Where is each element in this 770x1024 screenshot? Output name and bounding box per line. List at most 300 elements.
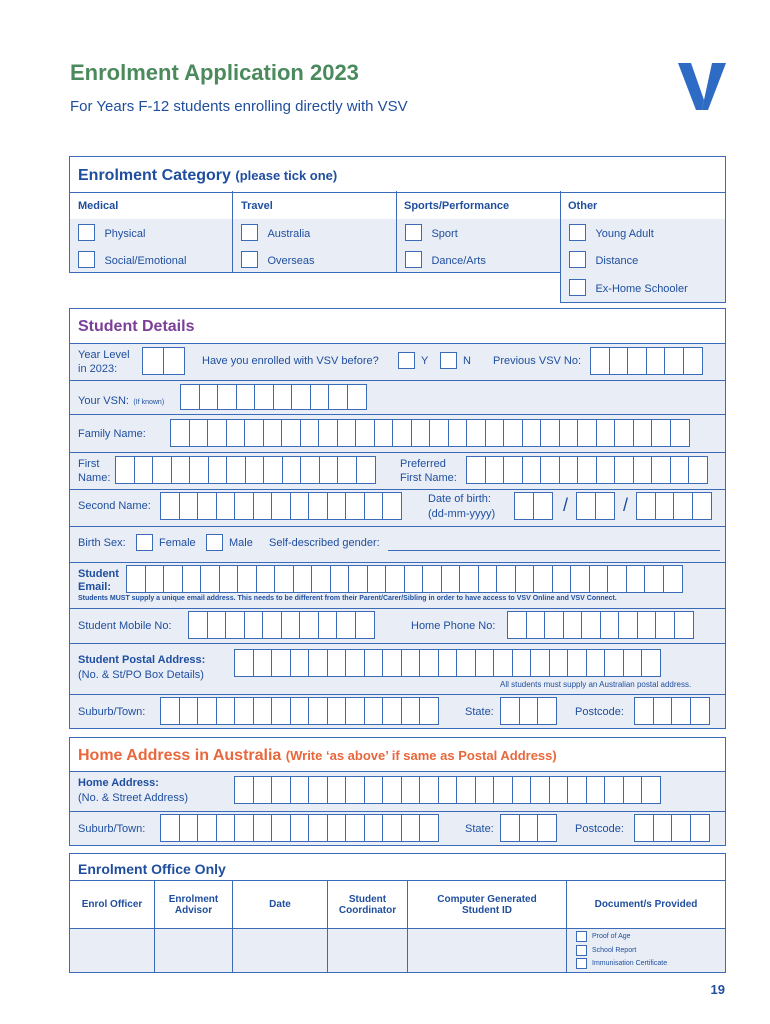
character-cell[interactable] <box>618 611 638 639</box>
character-cell[interactable] <box>493 649 513 677</box>
school-report-checkbox[interactable] <box>576 945 587 956</box>
character-cell[interactable] <box>552 565 572 593</box>
character-cell[interactable] <box>179 492 199 520</box>
character-cell[interactable] <box>651 419 671 447</box>
home-state-input[interactable] <box>500 814 556 842</box>
character-cell[interactable] <box>623 776 643 804</box>
first-name-input[interactable] <box>115 456 374 484</box>
character-cell[interactable] <box>404 565 424 593</box>
character-cell[interactable] <box>337 419 357 447</box>
character-cell[interactable] <box>634 814 654 842</box>
character-cell[interactable] <box>692 492 712 520</box>
character-cell[interactable] <box>530 776 550 804</box>
second-name-label: Second Name: <box>78 500 151 512</box>
character-cell[interactable] <box>595 492 615 520</box>
character-cell[interactable] <box>540 456 560 484</box>
character-cell[interactable] <box>293 565 313 593</box>
character-cell[interactable] <box>207 611 227 639</box>
character-cell[interactable] <box>336 611 356 639</box>
character-cell[interactable] <box>310 384 330 410</box>
enrolled-no-checkbox[interactable] <box>440 352 457 369</box>
dob-year-input[interactable] <box>636 492 710 520</box>
character-cell[interactable] <box>586 649 606 677</box>
character-cell[interactable] <box>382 776 402 804</box>
character-cell[interactable] <box>392 419 412 447</box>
home-address-heading: Home Address in Australia (Write ‘as above’ if same as Postal Address) <box>78 747 557 764</box>
character-cell[interactable] <box>526 611 546 639</box>
character-cell[interactable] <box>438 776 458 804</box>
distance-checkbox[interactable] <box>569 251 586 268</box>
character-cell[interactable] <box>670 419 690 447</box>
character-cell[interactable] <box>364 776 384 804</box>
character-cell[interactable] <box>170 419 190 447</box>
postal-note: All students must supply an Australian postal address. <box>500 680 692 689</box>
character-cell[interactable] <box>345 697 365 725</box>
character-cell[interactable] <box>281 611 301 639</box>
character-cell[interactable] <box>674 611 694 639</box>
character-cell[interactable] <box>456 776 476 804</box>
character-cell[interactable] <box>633 456 653 484</box>
character-cell[interactable] <box>273 384 293 410</box>
character-cell[interactable] <box>559 456 579 484</box>
character-cell[interactable] <box>448 419 468 447</box>
character-cell[interactable] <box>299 611 319 639</box>
student-email-input[interactable] <box>126 565 681 593</box>
character-cell[interactable] <box>271 649 291 677</box>
character-cell[interactable] <box>466 419 486 447</box>
character-cell[interactable] <box>256 565 276 593</box>
character-cell[interactable] <box>382 697 402 725</box>
character-cell[interactable] <box>514 492 534 520</box>
character-cell[interactable] <box>364 814 384 842</box>
vsv-logo <box>676 60 728 112</box>
character-cell[interactable] <box>540 419 560 447</box>
home-phone-input[interactable] <box>507 611 692 639</box>
character-cell[interactable] <box>345 814 365 842</box>
character-cell[interactable] <box>496 565 516 593</box>
category-medical: Medical <box>78 200 119 212</box>
suburb-input[interactable] <box>160 697 438 725</box>
character-cell[interactable] <box>345 492 365 520</box>
immunisation-label: Immunisation Certificate <box>592 960 668 967</box>
character-cell[interactable] <box>655 611 675 639</box>
character-cell[interactable] <box>401 649 421 677</box>
young-adult-checkbox[interactable] <box>569 224 586 241</box>
character-cell[interactable] <box>327 814 347 842</box>
character-cell[interactable] <box>475 649 495 677</box>
character-cell[interactable] <box>589 565 609 593</box>
character-cell[interactable] <box>522 456 542 484</box>
character-cell[interactable] <box>641 649 661 677</box>
character-cell[interactable] <box>644 565 664 593</box>
character-cell[interactable] <box>328 384 348 410</box>
character-cell[interactable] <box>188 611 208 639</box>
character-cell[interactable] <box>189 419 209 447</box>
character-cell[interactable] <box>690 814 710 842</box>
character-cell[interactable] <box>300 456 320 484</box>
character-cell[interactable] <box>345 776 365 804</box>
character-cell[interactable] <box>567 649 587 677</box>
character-cell[interactable] <box>385 565 405 593</box>
character-cell[interactable] <box>519 697 539 725</box>
character-cell[interactable] <box>401 776 421 804</box>
character-cell[interactable] <box>456 649 476 677</box>
character-cell[interactable] <box>300 419 320 447</box>
character-cell[interactable] <box>683 347 703 375</box>
character-cell[interactable] <box>308 649 328 677</box>
character-cell[interactable] <box>429 419 449 447</box>
character-cell[interactable] <box>512 776 532 804</box>
character-cell[interactable] <box>500 697 520 725</box>
character-cell[interactable] <box>290 649 310 677</box>
character-cell[interactable] <box>171 456 191 484</box>
character-cell[interactable] <box>216 492 236 520</box>
character-cell[interactable] <box>590 347 610 375</box>
vsn-input[interactable] <box>180 384 365 410</box>
character-cell[interactable] <box>411 419 431 447</box>
character-cell[interactable] <box>180 384 200 410</box>
character-cell[interactable] <box>364 697 384 725</box>
character-cell[interactable] <box>234 697 254 725</box>
character-cell[interactable] <box>160 814 180 842</box>
vsn-label: Your VSN: (If known) <box>78 395 165 407</box>
character-cell[interactable] <box>664 347 684 375</box>
young-adult-label: Young Adult <box>595 228 654 240</box>
character-cell[interactable] <box>263 456 283 484</box>
physical-checkbox[interactable] <box>78 224 95 241</box>
character-cell[interactable] <box>355 611 375 639</box>
character-cell[interactable] <box>327 697 347 725</box>
character-cell[interactable] <box>634 697 654 725</box>
character-cell[interactable] <box>401 814 421 842</box>
character-cell[interactable] <box>537 814 557 842</box>
character-cell[interactable] <box>308 814 328 842</box>
character-cell[interactable] <box>291 384 311 410</box>
character-cell[interactable] <box>163 565 183 593</box>
character-cell[interactable] <box>219 565 239 593</box>
character-cell[interactable] <box>308 492 328 520</box>
character-cell[interactable] <box>671 697 691 725</box>
character-cell[interactable] <box>318 419 338 447</box>
character-cell[interactable] <box>274 565 294 593</box>
character-cell[interactable] <box>688 456 708 484</box>
dance-arts-label: Dance/Arts <box>431 255 486 267</box>
proof-of-age-checkbox[interactable] <box>576 931 587 942</box>
character-cell[interactable] <box>236 384 256 410</box>
character-cell[interactable] <box>549 649 569 677</box>
character-cell[interactable] <box>627 347 647 375</box>
character-cell[interactable] <box>200 565 220 593</box>
character-cell[interactable] <box>419 814 439 842</box>
character-cell[interactable] <box>478 565 498 593</box>
character-cell[interactable] <box>253 776 273 804</box>
character-cell[interactable] <box>537 697 557 725</box>
character-cell[interactable] <box>636 492 656 520</box>
character-cell[interactable] <box>485 419 505 447</box>
character-cell[interactable] <box>145 565 165 593</box>
previous-vsv-label: Previous VSV No: <box>493 355 582 367</box>
office-col-enrolment-advisor: Enrolment Advisor <box>168 893 219 916</box>
character-cell[interactable] <box>503 419 523 447</box>
character-cell[interactable] <box>290 697 310 725</box>
character-cell[interactable] <box>179 697 199 725</box>
character-cell[interactable] <box>512 649 532 677</box>
physical-label: Physical <box>104 228 146 240</box>
enrolled-yes-checkbox[interactable] <box>398 352 415 369</box>
character-cell[interactable] <box>244 611 264 639</box>
character-cell[interactable] <box>308 697 328 725</box>
character-cell[interactable] <box>581 611 601 639</box>
character-cell[interactable] <box>577 456 597 484</box>
character-cell[interactable] <box>614 419 634 447</box>
postal-address-sub: (No. & St/PO Box Details) <box>78 669 204 681</box>
character-cell[interactable] <box>500 814 520 842</box>
character-cell[interactable] <box>115 456 135 484</box>
character-cell[interactable] <box>142 347 164 375</box>
character-cell[interactable] <box>182 565 202 593</box>
previous-vsv-input[interactable] <box>590 347 701 375</box>
self-described-input[interactable] <box>388 550 720 551</box>
australia-checkbox[interactable] <box>241 224 258 241</box>
character-cell[interactable] <box>197 492 217 520</box>
character-cell[interactable] <box>570 565 590 593</box>
character-cell[interactable] <box>234 492 254 520</box>
postal-address-input[interactable] <box>234 649 660 677</box>
character-cell[interactable] <box>563 611 583 639</box>
character-cell[interactable] <box>207 419 227 447</box>
character-cell[interactable] <box>493 776 513 804</box>
character-cell[interactable] <box>653 697 673 725</box>
character-cell[interactable] <box>253 814 273 842</box>
character-cell[interactable] <box>327 776 347 804</box>
character-cell[interactable] <box>596 456 616 484</box>
character-cell[interactable] <box>253 492 273 520</box>
character-cell[interactable] <box>466 456 486 484</box>
character-cell[interactable] <box>347 384 367 410</box>
home-address-label: Home Address: <box>78 777 159 789</box>
preferred-name-input[interactable] <box>466 456 707 484</box>
postal-address-label: Student Postal Address: <box>78 654 206 666</box>
mobile-input[interactable] <box>188 611 373 639</box>
character-cell[interactable] <box>614 456 634 484</box>
postcode-input[interactable] <box>634 697 708 725</box>
overseas-checkbox[interactable] <box>241 251 258 268</box>
office-col-date: Date <box>269 899 291 910</box>
character-cell[interactable] <box>533 492 553 520</box>
preferred-name-label: Preferred First Name: <box>400 458 457 484</box>
character-cell[interactable] <box>134 456 154 484</box>
character-cell[interactable] <box>441 565 461 593</box>
character-cell[interactable] <box>623 649 643 677</box>
character-cell[interactable] <box>401 697 421 725</box>
character-cell[interactable] <box>217 384 237 410</box>
character-cell[interactable] <box>179 814 199 842</box>
character-cell[interactable] <box>522 419 542 447</box>
character-cell[interactable] <box>163 347 185 375</box>
second-name-input[interactable] <box>160 492 401 520</box>
character-cell[interactable] <box>330 565 350 593</box>
character-cell[interactable] <box>262 611 282 639</box>
character-cell[interactable] <box>197 814 217 842</box>
character-cell[interactable] <box>254 384 274 410</box>
character-cell[interactable] <box>199 384 219 410</box>
character-cell[interactable] <box>475 776 495 804</box>
character-cell[interactable] <box>641 776 661 804</box>
character-cell[interactable] <box>253 697 273 725</box>
character-cell[interactable] <box>290 492 310 520</box>
female-label: Female <box>159 537 196 549</box>
character-cell[interactable] <box>271 492 291 520</box>
character-cell[interactable] <box>567 776 587 804</box>
social-emotional-checkbox[interactable] <box>78 251 95 268</box>
character-cell[interactable] <box>651 456 671 484</box>
character-cell[interactable] <box>281 419 301 447</box>
enrolment-category-heading: Enrolment Category (please tick one) <box>78 167 338 184</box>
character-cell[interactable] <box>337 456 357 484</box>
character-cell[interactable] <box>355 419 375 447</box>
character-cell[interactable] <box>308 776 328 804</box>
character-cell[interactable] <box>327 649 347 677</box>
home-postcode-input[interactable] <box>634 814 708 842</box>
character-cell[interactable] <box>216 814 236 842</box>
character-cell[interactable] <box>485 456 505 484</box>
character-cell[interactable] <box>216 697 236 725</box>
family-name-input[interactable] <box>170 419 688 447</box>
ex-home-schooler-checkbox[interactable] <box>569 279 586 296</box>
character-cell[interactable] <box>519 814 539 842</box>
character-cell[interactable] <box>419 776 439 804</box>
page-subtitle: For Years F-12 students enrolling directly with VSV <box>70 98 408 115</box>
dob-day-input[interactable] <box>514 492 551 520</box>
character-cell[interactable] <box>234 814 254 842</box>
character-cell[interactable] <box>226 456 246 484</box>
character-cell[interactable] <box>208 456 228 484</box>
australia-label: Australia <box>267 228 311 240</box>
character-cell[interactable] <box>271 776 291 804</box>
dance-arts-checkbox[interactable] <box>405 251 422 268</box>
character-cell[interactable] <box>600 611 620 639</box>
female-checkbox[interactable] <box>136 534 153 551</box>
character-cell[interactable] <box>507 611 527 639</box>
character-cell[interactable] <box>348 565 368 593</box>
character-cell[interactable] <box>244 419 264 447</box>
character-cell[interactable] <box>459 565 479 593</box>
character-cell[interactable] <box>626 565 646 593</box>
character-cell[interactable] <box>319 456 339 484</box>
character-cell[interactable] <box>382 814 402 842</box>
character-cell[interactable] <box>282 456 302 484</box>
character-cell[interactable] <box>345 649 365 677</box>
character-cell[interactable] <box>356 456 376 484</box>
character-cell[interactable] <box>226 419 246 447</box>
home-state-label: State: <box>465 823 494 835</box>
character-cell[interactable] <box>655 492 675 520</box>
character-cell[interactable] <box>633 419 653 447</box>
character-cell[interactable] <box>311 565 331 593</box>
character-cell[interactable] <box>271 697 291 725</box>
character-cell[interactable] <box>374 419 394 447</box>
character-cell[interactable] <box>126 565 146 593</box>
character-cell[interactable] <box>586 776 606 804</box>
enrolled-no-label: N <box>463 355 471 367</box>
home-address-input[interactable] <box>234 776 660 804</box>
character-cell[interactable] <box>646 347 666 375</box>
character-cell[interactable] <box>577 419 597 447</box>
social-emotional-label: Social/Emotional <box>104 255 187 267</box>
character-cell[interactable] <box>263 419 283 447</box>
character-cell[interactable] <box>530 649 550 677</box>
office-heading: Enrolment Office Only <box>78 861 226 877</box>
postcode-label: Postcode: <box>575 706 624 718</box>
character-cell[interactable] <box>604 649 624 677</box>
distance-label: Distance <box>595 255 639 267</box>
state-input[interactable] <box>500 697 556 725</box>
character-cell[interactable] <box>503 456 523 484</box>
character-cell[interactable] <box>327 492 347 520</box>
home-suburb-input[interactable] <box>160 814 438 842</box>
character-cell[interactable] <box>419 697 439 725</box>
character-cell[interactable] <box>637 611 657 639</box>
character-cell[interactable] <box>160 492 180 520</box>
character-cell[interactable] <box>576 492 596 520</box>
character-cell[interactable] <box>237 565 257 593</box>
character-cell[interactable] <box>690 697 710 725</box>
dob-month-input[interactable] <box>576 492 613 520</box>
character-cell[interactable] <box>234 649 254 677</box>
character-cell[interactable] <box>253 649 273 677</box>
character-cell[interactable] <box>596 419 616 447</box>
character-cell[interactable] <box>189 456 209 484</box>
character-cell[interactable] <box>438 649 458 677</box>
character-cell[interactable] <box>422 565 442 593</box>
character-cell[interactable] <box>364 492 384 520</box>
character-cell[interactable] <box>382 649 402 677</box>
immunisation-checkbox[interactable] <box>576 958 587 969</box>
character-cell[interactable] <box>653 814 673 842</box>
character-cell[interactable] <box>607 565 627 593</box>
character-cell[interactable] <box>225 611 245 639</box>
character-cell[interactable] <box>197 697 217 725</box>
character-cell[interactable] <box>290 776 310 804</box>
character-cell[interactable] <box>515 565 535 593</box>
character-cell[interactable] <box>604 776 624 804</box>
character-cell[interactable] <box>234 776 254 804</box>
male-checkbox[interactable] <box>206 534 223 551</box>
character-cell[interactable] <box>245 456 265 484</box>
character-cell[interactable] <box>290 814 310 842</box>
character-cell[interactable] <box>271 814 291 842</box>
sport-checkbox[interactable] <box>405 224 422 241</box>
character-cell[interactable] <box>318 611 338 639</box>
character-cell[interactable] <box>671 814 691 842</box>
character-cell[interactable] <box>419 649 439 677</box>
character-cell[interactable] <box>663 565 683 593</box>
character-cell[interactable] <box>152 456 172 484</box>
character-cell[interactable] <box>559 419 579 447</box>
year-level-input[interactable] <box>142 347 183 375</box>
character-cell[interactable] <box>382 492 402 520</box>
character-cell[interactable] <box>673 492 693 520</box>
character-cell[interactable] <box>609 347 629 375</box>
character-cell[interactable] <box>549 776 569 804</box>
character-cell[interactable] <box>160 697 180 725</box>
character-cell[interactable] <box>544 611 564 639</box>
school-report-label: School Report <box>592 947 637 954</box>
character-cell[interactable] <box>364 649 384 677</box>
character-cell[interactable] <box>670 456 690 484</box>
character-cell[interactable] <box>533 565 553 593</box>
character-cell[interactable] <box>367 565 387 593</box>
